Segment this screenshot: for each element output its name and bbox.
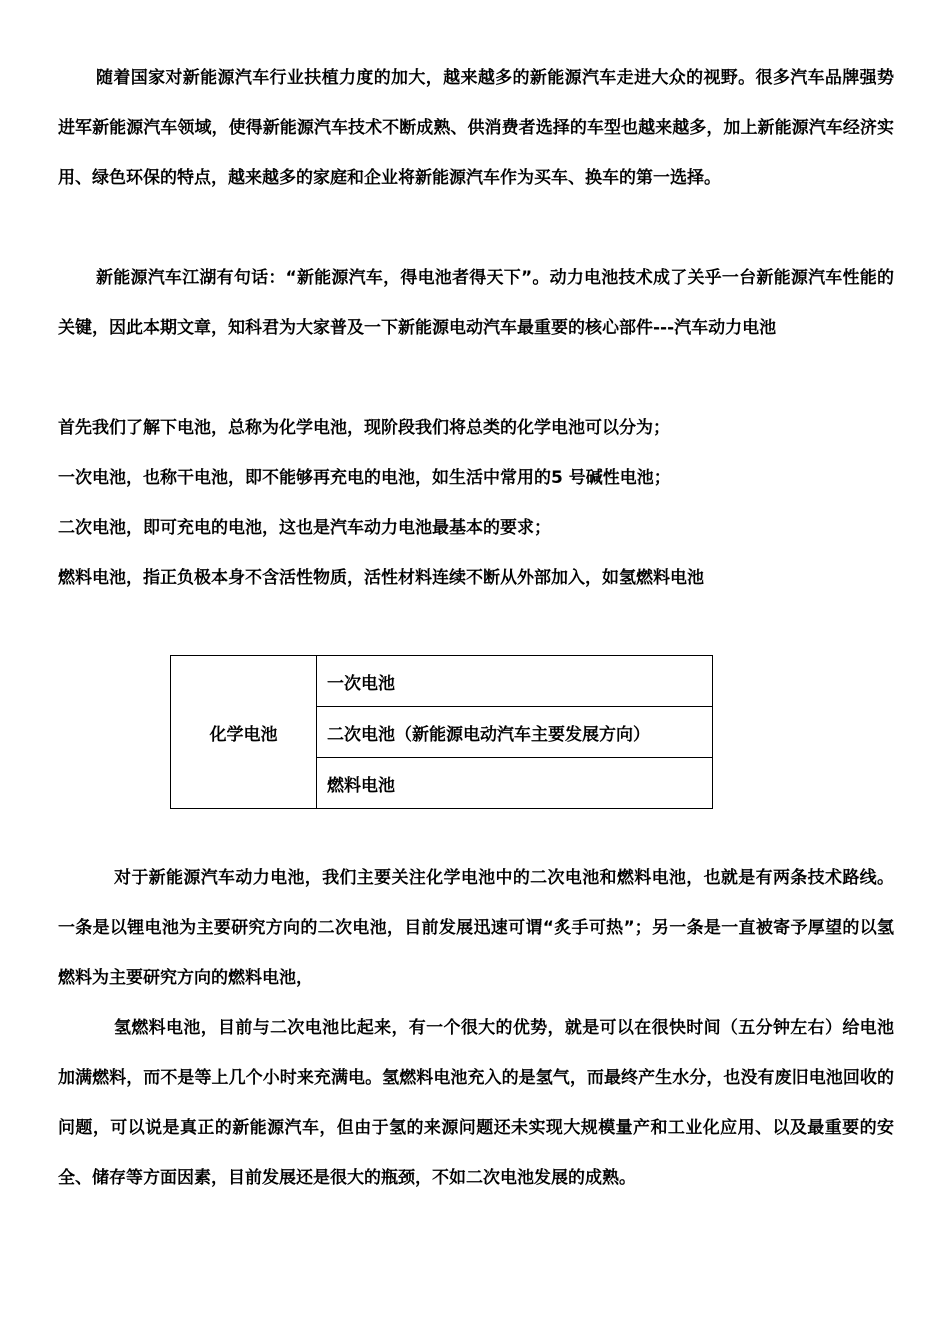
paragraph-tech-routes: 对于新能源汽车动力电池，我们主要关注化学电池中的二次电池和燃料电池，也就是有两条技术路线。一条是以锂电池为主要研究方向的二次电池，目前发展迅速可谓“炙手可热”；另一条是一直被寄予厚望的以氢燃料为主要研究方向的燃料电池， [58,868,894,988]
paragraph-battery-importance: 新能源汽车江湖有句话：“新能源汽车，得电池者得天下”。动力电池技术成了关乎一台新能源汽车性能的关键，因此本期文章，知科君为大家普及一下新能源电动汽车最重要的核心部件---汽车动力电池 [58,268,894,338]
paragraph-hydrogen-fuel-cell: 氢燃料电池，目前与二次电池比起来，有一个很大的优势，就是可以在很快时间（五分钟左右）给电池加满燃料，而不是等上几个小时来充满电。氢燃料电池充入的是氢气，而最终产生水分，也没有废旧电池回收的问题，可以说是真正的新能源汽车，但由于氢的来源问题还未实现大规模量产和工业化应用、以及最重要的安全、储存等方面因素，目前发展还是很大的瓶颈，不如二次电池发展的成熟。 [58,1018,894,1188]
paragraph-battery-classification: 首先我们了解下电池，总称为化学电池，现阶段我们将总类的化学电池可以分为； [58,418,670,438]
table-cell-primary: 一次电池 [317,656,713,707]
table-cell-secondary: 二次电池（新能源电动汽车主要发展方向） [317,707,713,758]
paragraph-intro: 随着国家对新能源汽车行业扶植力度的加大，越来越多的新能源汽车走进大众的视野。很多汽车品牌强势进军新能源汽车领域，使得新能源汽车技术不断成熟、供消费者选择的车型也越来越多，加上新能源汽车经济实用、绿色环保的特点，越来越多的家庭和企业将新能源汽车作为买车、换车的第一选择。 [58,68,894,188]
table-cell-fuel: 燃料电池 [317,758,713,809]
table-category-cell: 化学电池 [171,656,317,809]
paragraph-secondary-battery: 二次电池，即可充电的电池，这也是汽车动力电池最基本的要求； [58,518,551,538]
battery-classification-table [170,655,713,809]
table-row [171,656,713,707]
paragraph-fuel-cell: 燃料电池，指正负极本身不含活性物质，活性材料连续不断从外部加入，如氢燃料电池 [58,568,704,588]
paragraph-primary-battery: 一次电池，也称干电池，即不能够再充电的电池，如生活中常用的5 号碱性电池； [58,468,671,488]
